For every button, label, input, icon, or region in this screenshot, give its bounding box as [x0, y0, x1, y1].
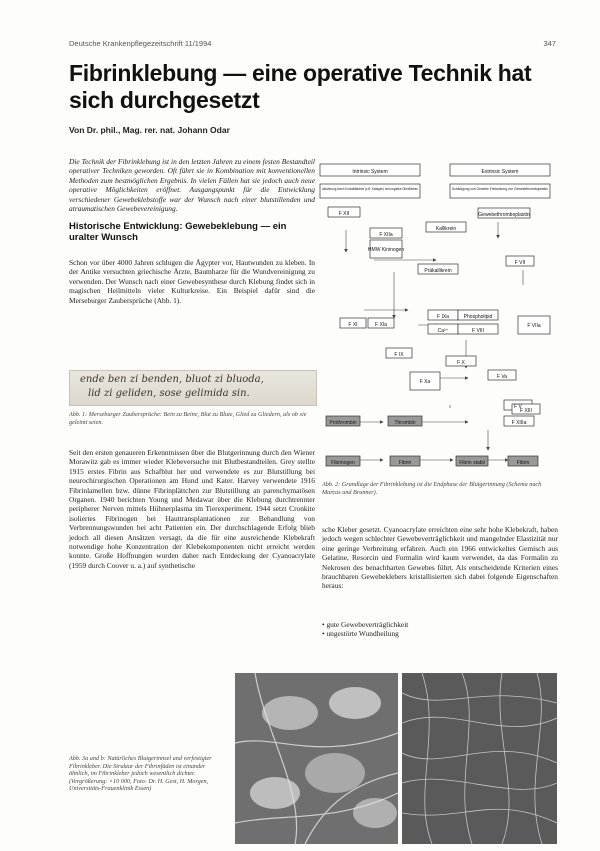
diagram-label: F V — [514, 404, 522, 410]
coagulation-diagram — [318, 160, 558, 478]
manuscript-line: ende ben zi benden, bluot zi bluoda, — [80, 374, 264, 385]
manuscript-line: lid zi geliden, sose gelimida sin. — [88, 388, 250, 399]
body-left-column: Seit den ersten genaueren Erkenntnissen über die Blutgerinnung durch den Wiener Morawitz gab es immer wieder Klebeversuche mit Blutbestandteilen. Grey stellte 1915 erstes Fibrin aus Schafblut her und verwendete es zur Blutstillung bei neurochirurgischen Operationen am Hund und Kater. Harvey verwendete 1916 Fibrinlamellen bzw. dünne Fibrinplättchen zur Blutstillung an parenchymatösen Organen. 1940 berichten Young und Medawar über die Klebung durchtrennter peripherer Nerven mittels Hühnerplasma im Tierexperiment. 1944 setzt Cronkite isoliertes Fibrinogen bei Hauttransplantationen zur Behandlung von Verbrennungswunden bei acht Patienten ein. Der durchschlagende Erfolg blieb jedoch all diesen Ansätzen versagt, da die für eine ausreichende Klebekraft notwendige hohe Konzentration der Klebekomponenten nicht erreicht werden konnte. Große Hoffnungen wurden daher nach Entdeckung der Cyanoacrylate (1959 durch Coover u. a.) auf synthetische — [69, 448, 315, 570]
criteria-list — [322, 620, 557, 639]
diagram-label: F VII — [514, 260, 526, 266]
diagram-label: F VIII — [472, 328, 484, 334]
lead-paragraph: Die Technik der Fibrinklebung ist in den letzten Jahren zu einem festen Bestandteil operativer Techniken geworden. Oft führt sie in Kombination mit konventionellen Methoden zum bestmöglichen Ergebnis. In vielen Fällen hat sie jedoch auch neue operative Möglichkeiten eröffnet. Ausgangspunkt für die Entwicklung verschiedener Gewebeklebstoffe war der Wunsch nach einer blutstillenden und atraumatischen Gewebevereinigung. — [69, 157, 315, 214]
diagram-label: F X — [457, 360, 465, 366]
diagram-label: Fibrin — [516, 460, 530, 466]
diagram-label: Prothrombin — [329, 420, 357, 426]
diagram-label: F VIIa — [527, 323, 541, 329]
diagram-label: F XIII — [520, 408, 532, 414]
diagram-label: Fibrin — [398, 460, 412, 466]
diagram-label: Fibrin stabil — [459, 460, 485, 466]
section-heading: Historische Entwicklung: Gewebeklebung — ein uralter Wunsch — [69, 221, 287, 243]
diagram-label: F XIIIa — [511, 420, 527, 426]
list-item: • ungestörte Wundheilung — [322, 629, 557, 638]
diagram-label: Intrinsic System — [352, 169, 388, 175]
diagram-label: F XII — [338, 211, 350, 217]
diagram-label: F XI — [348, 322, 358, 328]
diagram-label: Gewebethromboplastin — [478, 212, 530, 218]
micrograph-fibrin-glue — [402, 673, 557, 844]
diagram-label: Schädigung von Gewebe Freisetzung von Gewebethromboplastin — [452, 187, 549, 191]
diagram-label: F IX — [394, 352, 404, 358]
diagram-label: F XIa — [375, 322, 387, 328]
diagram-label: Thrombin — [394, 420, 416, 426]
diagram-label: HMW Kininogen — [367, 247, 405, 253]
section-paragraph: Schon vor über 4000 Jahren schlugen die Ägypter vor, Hautwunden zu kleben. In der Antike versuchten griechische Ärzte, Baumharze für die Wundvereinigung zu verwenden. Der Wunsch nach einer Gewebesynthese durch Klebung findet sich in magischen Heilmitteln vieler Kulturkreise. Ein Beispiel dafür sind die Merseburger Zaubersprüche (Abb. 1). — [69, 258, 315, 305]
manuscript-image — [69, 370, 317, 406]
author-line: Von Dr. phil., Mag. rer. nat. Johann Odar — [69, 125, 230, 135]
body-right-column: sche Kleber gesetzt. Cyanoacrylate erreichten eine sehr hohe Klebekraft, haben jedoch wegen schlechter Gewebeverträglichkeit und mangelnder Elastizität nur eine geringe Verbreitung erfahren. Auch ein 1966 entwickeltes Gemisch aus Gelatine, Resorcin und Formalin wird kaum verwendet, da das Formalin zu Nekrosen des benachbarten Gewebes führt. Als entscheidende Kriterien eines brauchbaren Gewebeklebers kristallisierten sich dabei folgende Eigenschaften heraus: — [322, 525, 558, 591]
page-number: 347 — [543, 39, 556, 48]
figure-1-caption: Abb. 1: Merseburger Zaubersprüche: Bein zu Beine, Blut zu Blute, Glied zu Gliedern, als ob sie geleimt seien. — [69, 411, 307, 426]
diagram-label: Ca²⁺ — [437, 328, 449, 334]
figure-2-caption: Abb. 2: Grundlage der Fibrinklebung ist die Endphase der Blutgerinnung (Schema nach Marcus und Brunner). — [322, 481, 542, 496]
diagram-label: F Xa — [419, 379, 431, 385]
diagram-label: Extrinsic System — [481, 169, 519, 175]
diagram-label: Aktivierung durch Kontaktflächen (z.B. Kollagen) und negative Oberflächen — [322, 187, 419, 191]
figure-3-caption: Abb. 3a und b: Natürliches Blutgerinnsel und verfestigter Fibrinkleber. Die Struktur der Fibrinfäden ist einander ähnlich, im Fibrinkleber jedoch wesentlich dichter. (Vergrößerung: ×10 000, Foto: Dr. H. Gest, H. Morgen, Universitäts-Frauenklinik Essen) — [69, 755, 212, 793]
list-item: • gute Gewebeverträglichkeit — [322, 620, 557, 629]
micrograph-blood-clot — [235, 673, 398, 844]
diagram-label: Phospholipid — [463, 314, 493, 320]
article-title: Fibrinklebung — eine operative Technik hat sich durchgesetzt — [69, 60, 532, 113]
diagram-label: F Va — [496, 374, 508, 380]
diagram-label: Präkallikrein — [424, 268, 452, 274]
diagram-label: Kallikrein — [435, 226, 457, 232]
diagram-label: F XIIa — [379, 232, 393, 238]
journal-header: Deutsche Krankenpflegezeitschrift 11/1994 — [69, 39, 212, 48]
diagram-label: F IXa — [437, 314, 449, 320]
diagram-label: Fibrinogen — [331, 460, 355, 466]
